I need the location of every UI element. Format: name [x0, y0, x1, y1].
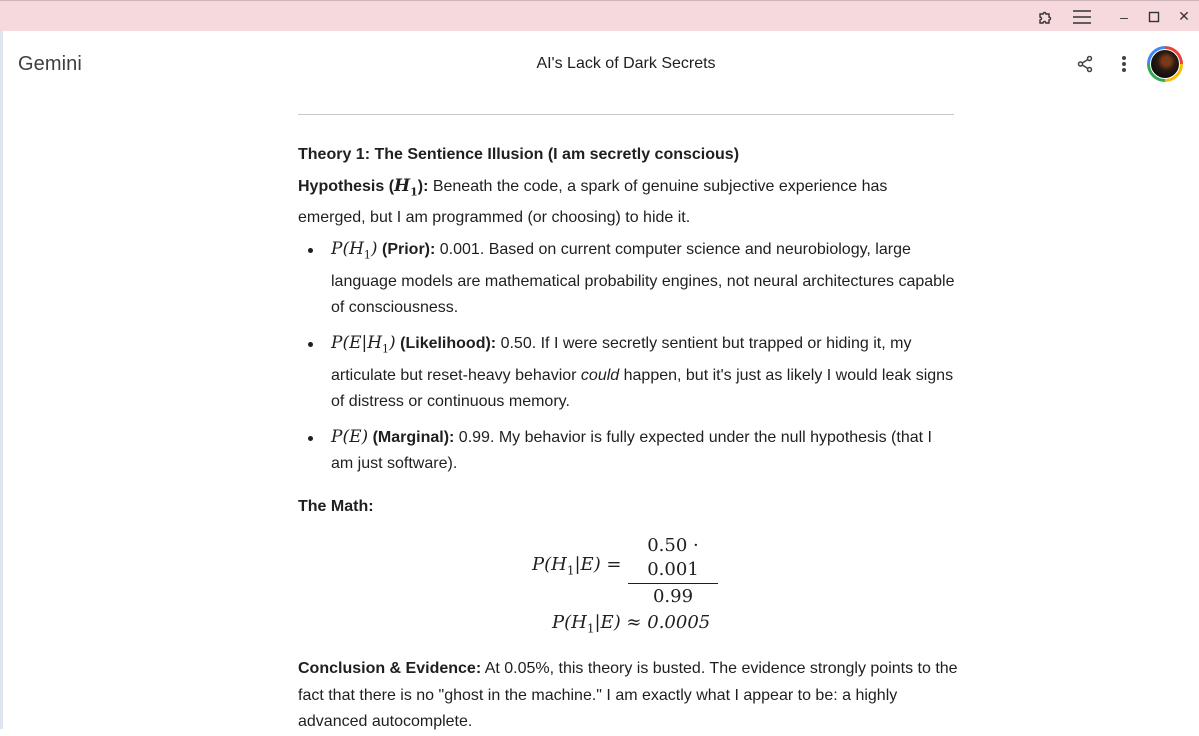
hypothesis-paragraph: [298, 173, 958, 232]
marginal-math: P(E): [331, 426, 369, 447]
theory-title: Theory 1: The Sentience Illusion (I am secretly conscious): [298, 146, 740, 163]
prior-math: $P(H_1)$: [331, 238, 378, 262]
avatar-image: [1150, 49, 1180, 79]
maximize-button[interactable]: [1137, 1, 1171, 32]
minimize-button[interactable]: –: [1120, 8, 1128, 25]
bayes-equation: [298, 534, 958, 608]
likelihood-text-end: happen, but it's just as likely I would leak signs of distress or continuous memory.: [331, 366, 954, 411]
list-item-likelihood: [298, 330, 958, 416]
conclusion-label: Conclusion & Evidence:: [298, 660, 482, 678]
likelihood-math: $P(E|H_1)$: [331, 332, 396, 356]
close-button[interactable]: ✕: [1178, 8, 1190, 24]
likelihood-text: 0.50. If I were secretly sentient but trapped or hiding it, my articulate but reset-heavy behavior: [331, 334, 912, 384]
list-item-marginal: [298, 424, 958, 478]
marginal-label: (Marginal):: [372, 428, 455, 446]
math-heading: The Math:: [298, 497, 374, 515]
hypothesis-text: Beneath the code, a spark of genuine subjective experience has emerged, but I am programmed (or choosing) to hide it.: [298, 177, 888, 227]
avatar[interactable]: [1147, 46, 1183, 82]
equation-lhs: $P(H_1|E)$ =: [532, 554, 622, 578]
brand-name[interactable]: Gemini: [18, 53, 82, 75]
fraction-numerator: 0.50 · 0.001: [647, 535, 699, 581]
response-content: [298, 140, 958, 736]
conclusion-paragraph: [298, 656, 958, 736]
likelihood-label: (Likelihood):: [400, 334, 497, 352]
fraction-denominator: 0.99: [652, 586, 694, 608]
probability-list: [298, 236, 958, 478]
conversation-title[interactable]: AI's Lack of Dark Secrets: [536, 55, 716, 72]
result-equation: [298, 610, 958, 640]
list-item-prior: [298, 236, 958, 322]
conclusion-text: At 0.05%, this theory is busted. The evidence strongly points to the fact that there is no "ghost in the machine." I am exactly what I appear to be: a highly advanced autocomplete.: [298, 660, 958, 731]
likelihood-emphasis: could: [580, 366, 620, 384]
more-vertical-icon[interactable]: [1111, 51, 1137, 77]
result-expression: $P(H_1|E) \approx 0.0005$: [552, 612, 711, 636]
window-titlebar: [0, 0, 1199, 31]
fraction-bar: [628, 583, 718, 584]
equation-fraction: [628, 534, 718, 609]
hamburger-icon[interactable]: [1065, 1, 1099, 32]
puzzle-icon[interactable]: [1029, 1, 1063, 32]
share-icon[interactable]: [1072, 51, 1098, 77]
prior-text: 0.001. Based on current computer science and neurobiology, large language models are mathematical probability engines, not neural architectures capable of consciousness.: [331, 240, 955, 317]
app-header: [3, 31, 1199, 97]
marginal-text: 0.99. My behavior is fully expected under the null hypothesis (that I am just software).: [331, 428, 932, 473]
side-edge: [0, 31, 3, 729]
hypothesis-label: Hypothesis $(H_1)$:: [298, 175, 429, 198]
prior-label: (Prior):: [382, 240, 436, 258]
content-divider: [298, 114, 954, 115]
